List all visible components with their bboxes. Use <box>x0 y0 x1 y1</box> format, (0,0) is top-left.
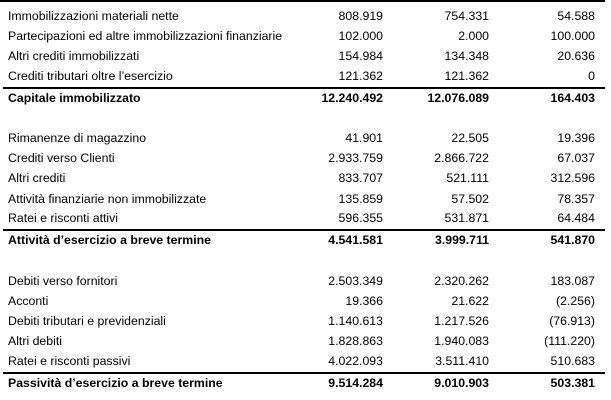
row-label: Ratei e risconti passivi <box>8 354 131 368</box>
total-previous: 9.010.903 <box>434 376 489 390</box>
table-row <box>0 311 611 331</box>
row-label: Crediti tributari oltre l’esercizio <box>8 69 173 83</box>
row-label: Debiti verso fornitori <box>8 274 118 288</box>
value-current: 808.919 <box>338 9 383 23</box>
value-previous: 1.940.083 <box>434 334 489 348</box>
total-label: Capitale immobilizzato <box>8 91 141 105</box>
row-label: Attività finanziarie non immobilizzate <box>8 192 207 206</box>
table-row <box>0 168 611 188</box>
value-current: 41.901 <box>345 131 383 145</box>
value-previous: 22.505 <box>451 131 489 145</box>
value-change: 19.396 <box>557 131 595 145</box>
value-previous: 121.362 <box>444 69 489 83</box>
value-current: 2.933.759 <box>328 151 383 165</box>
row-label: Altri crediti <box>8 171 66 185</box>
row-label: Ratei e risconti attivi <box>8 211 119 225</box>
table-row <box>0 208 611 228</box>
value-change: 100.000 <box>550 29 595 43</box>
value-change: 0 <box>588 69 595 83</box>
total-change: 541.870 <box>550 233 595 247</box>
row-label: Debiti tributari e previdenziali <box>8 314 166 328</box>
table-row <box>0 351 611 371</box>
value-current: 19.366 <box>345 294 383 308</box>
value-change: 312.596 <box>550 171 595 185</box>
total-row <box>0 88 611 108</box>
row-label: Partecipazioni ed altre immobilizzazioni finanziarie <box>8 29 283 43</box>
row-label: Rimanenze di magazzino <box>8 131 147 145</box>
value-change: 64.484 <box>557 211 595 225</box>
value-current: 596.355 <box>338 211 383 225</box>
value-previous: 1.217.526 <box>434 314 489 328</box>
value-current: 833.707 <box>338 171 383 185</box>
total-current: 9.514.284 <box>328 376 383 390</box>
total-row <box>0 230 611 250</box>
row-label: Altri debiti <box>8 334 62 348</box>
table-row <box>0 26 611 46</box>
value-current: 1.828.863 <box>328 334 383 348</box>
value-change: 20.636 <box>557 49 595 63</box>
total-previous: 12.076.089 <box>427 91 489 105</box>
value-current: 121.362 <box>338 69 383 83</box>
value-change: 183.087 <box>550 274 595 288</box>
value-previous: 57.502 <box>451 192 489 206</box>
row-label: Immobilizzazioni materiali nette <box>8 9 179 23</box>
value-previous: 134.348 <box>444 49 489 63</box>
value-change: 510.683 <box>550 354 595 368</box>
row-label: Acconti <box>8 294 49 308</box>
value-previous: 521.111 <box>446 171 489 185</box>
total-label: Attività d’esercizio a breve termine <box>8 233 211 247</box>
total-change: 503.381 <box>550 376 595 390</box>
row-label: Crediti verso Clienti <box>8 151 115 165</box>
table-row <box>0 6 611 26</box>
total-row <box>0 373 611 393</box>
total-current: 12.240.492 <box>321 91 383 105</box>
value-current: 135.859 <box>338 192 383 206</box>
table-row <box>0 46 611 66</box>
table-row <box>0 128 611 148</box>
value-change: 67.037 <box>557 151 595 165</box>
table-row <box>0 189 611 209</box>
total-previous: 3.999.711 <box>434 233 489 247</box>
value-previous: 2.000 <box>458 29 489 43</box>
value-change: (2.256) <box>556 294 595 308</box>
value-change: (111.220) <box>544 334 595 348</box>
top-rule <box>0 0 605 2</box>
value-previous: 2.320.262 <box>434 274 489 288</box>
total-label: Passività d’esercizio a breve termine <box>8 376 223 390</box>
row-label: Altri crediti immobilizzati <box>8 49 140 63</box>
value-previous: 531.871 <box>444 211 489 225</box>
value-previous: 754.331 <box>444 9 489 23</box>
table-row <box>0 331 611 351</box>
total-current: 4.541.581 <box>328 233 383 247</box>
table-row <box>0 66 611 86</box>
table-row <box>0 291 611 311</box>
value-change: 54.588 <box>557 9 595 23</box>
total-change: 164.403 <box>550 91 595 105</box>
value-current: 102.000 <box>338 29 383 43</box>
value-current: 154.984 <box>338 49 383 63</box>
value-previous: 2.866.722 <box>434 151 489 165</box>
value-current: 4.022.093 <box>328 354 383 368</box>
table-row <box>0 148 611 168</box>
value-current: 1.140.613 <box>328 314 383 328</box>
value-previous: 3.511.410 <box>435 354 489 368</box>
value-previous: 21.622 <box>451 294 489 308</box>
value-current: 2.503.349 <box>328 274 383 288</box>
table-row <box>0 271 611 291</box>
value-change: (76.913) <box>549 314 595 328</box>
value-change: 78.357 <box>557 192 595 206</box>
